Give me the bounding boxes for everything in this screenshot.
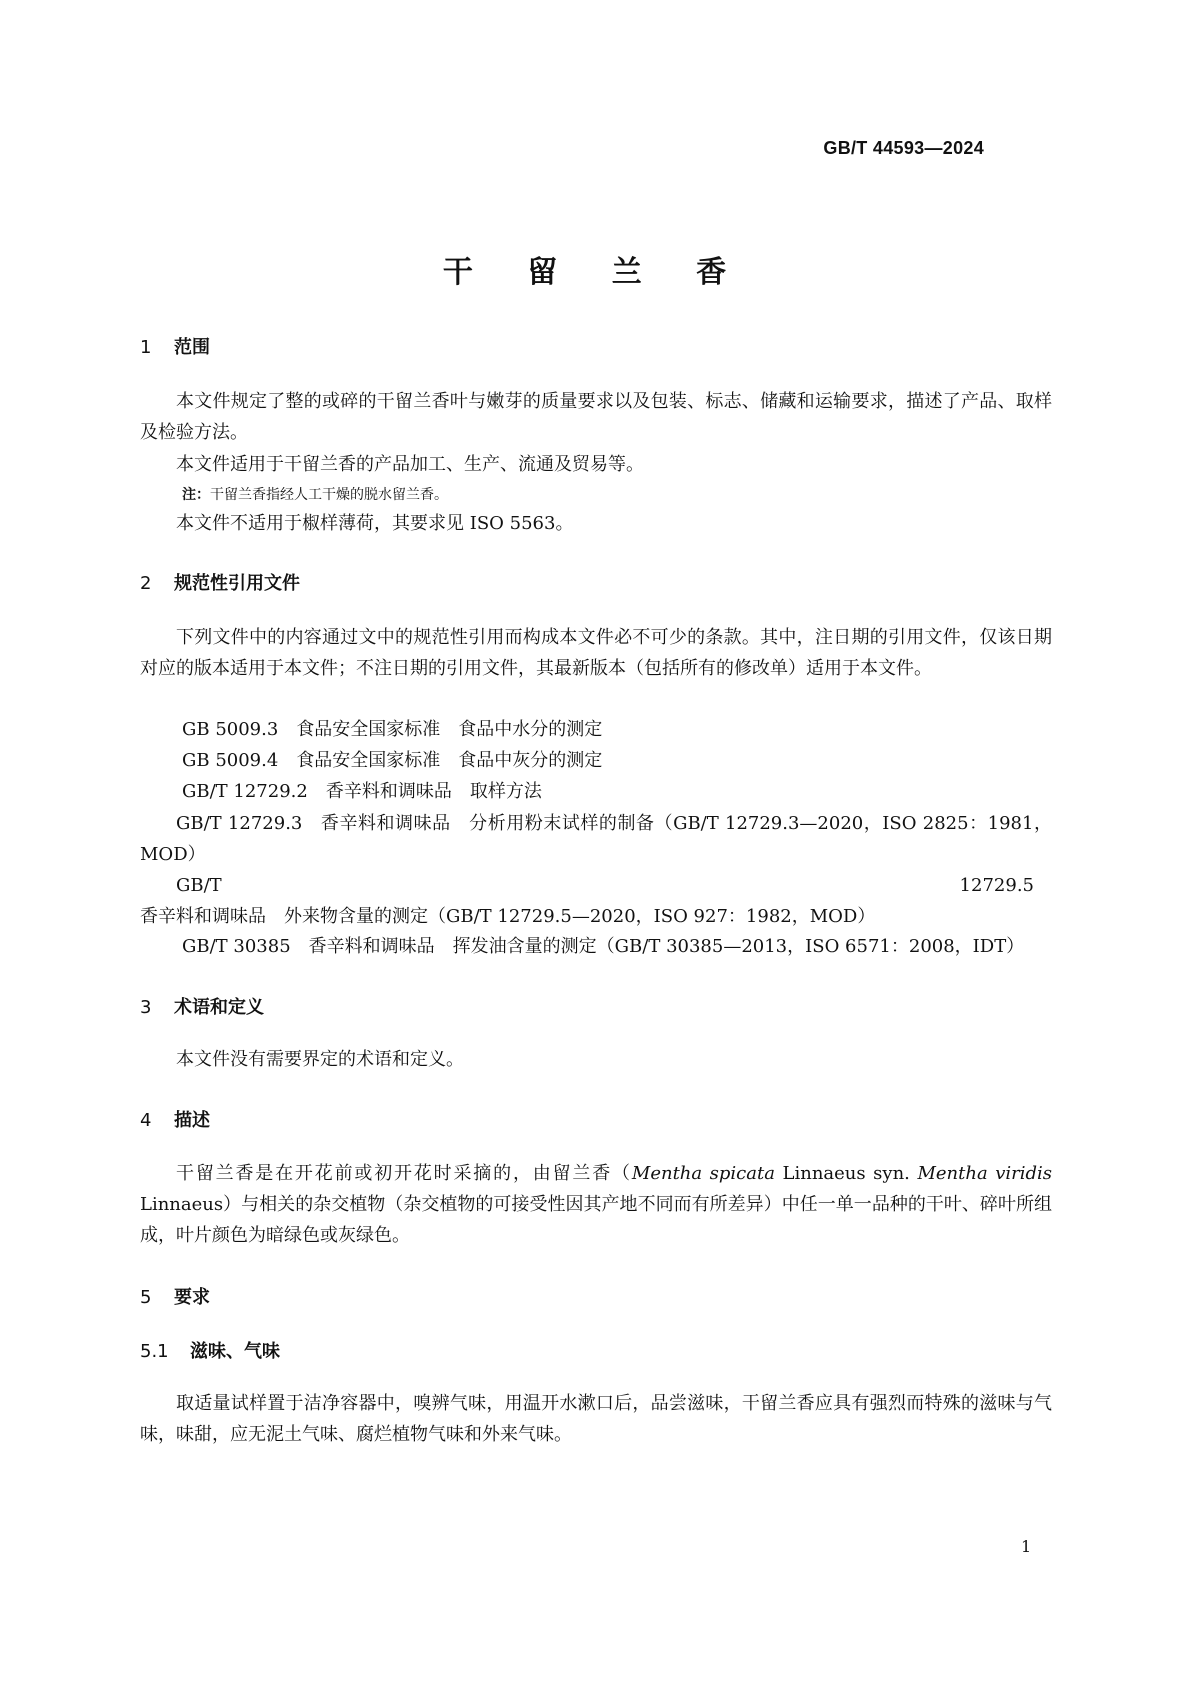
subsection-number: 5.1 [140,1341,169,1362]
scientific-name: Mentha viridis [917,1163,1053,1184]
section-1-heading [140,333,210,359]
section-title: 描述 [174,1110,210,1131]
note-text: 干留兰香指经人工干燥的脱水留兰香。 [210,487,448,503]
section-title: 规范性引用文件 [174,573,300,594]
reference-item [140,808,1052,870]
section-3-heading [140,993,264,1019]
scope-paragraph-1: 本文件规定了整的或碎的干留兰香叶与嫩芽的质量要求以及包装、标志、储藏和运输要求，描述了产品、取样及检验方法。 [140,391,1052,443]
note-label: 注： [182,487,210,503]
normative-refs-intro: 下列文件中的内容通过文中的规范性引用而构成本文件必不可少的条款。其中，注日期的引用文件，仅该日期对应的版本适用于本文件；不注日期的引用文件，其最新版本（包括所有的修改单）适用于本文件。 [140,627,1052,679]
terms-paragraph: 本文件没有需要界定的术语和定义。 [176,1049,464,1070]
section-number: 5 [140,1287,152,1308]
reference-code: GB 5009.3 [182,719,279,740]
section-4-heading [140,1106,210,1132]
description-text: Linnaeus）与相关的杂交植物（杂交植物的可接受性因其产地不同而有所差异）中任一单一品种的干叶、碎叶所组成，叶片颜色为暗绿色或灰绿色。 [140,1194,1052,1246]
reference-item [182,932,1024,958]
reference-title: 食品安全国家标准 食品中水分的测定 [296,719,603,740]
subsection-5-1-heading [140,1337,280,1363]
reference-title: 香辛料和调味品 外来物含量的测定（GB/T 12729.5—2020，ISO 927：1982，MOD） [140,906,876,927]
reference-title: 食品安全国家标准 食品中灰分的测定 [296,750,603,771]
page-number: 1 [1021,1537,1032,1556]
section-title: 要求 [174,1287,210,1308]
description-text: 干留兰香是在开花前或初开花时采摘的，由留兰香（ [176,1163,632,1184]
subsection-title: 滋味、气味 [190,1341,280,1362]
section-number: 3 [140,997,152,1018]
reference-item [182,777,542,803]
section-number: 1 [140,337,152,358]
reference-item [182,746,602,772]
standard-code: GB/T 44593—2024 [823,138,984,158]
reference-item [140,870,1052,932]
section-5-heading [140,1283,210,1309]
description-paragraph [140,1158,1052,1251]
scope-paragraph-2: 本文件适用于干留兰香的产品加工、生产、流通及贸易等。 [176,454,644,475]
document-title: 干 留 兰 香 [442,255,749,290]
reference-title: 香辛料和调味品 分析用粉末试样的制备（GB/T 12729.3—2020，ISO 2825：1981，MOD） [140,813,1052,865]
reference-title: 香辛料和调味品 挥发油含量的测定（GB/T 30385—2013，ISO 6571：2008，IDT） [308,936,1025,957]
taste-odor-paragraph: 取适量试样置于洁净容器中，嗅辨气味，用温开水漱口后，品尝滋味，干留兰香应具有强烈而特殊的滋味与气味，味甜，应无泥土气味、腐烂植物气味和外来气味。 [140,1393,1052,1445]
section-title: 术语和定义 [174,997,264,1018]
reference-code: GB/T 30385 [182,936,291,957]
reference-item [182,715,602,741]
scientific-name: Mentha spicata [631,1163,775,1184]
reference-title: 香辛料和调味品 取样方法 [325,781,542,802]
scope-note [182,484,448,504]
section-number: 4 [140,1110,152,1131]
section-number: 2 [140,573,152,594]
reference-code: GB/T 12729.3 [176,813,303,834]
reference-code: GB/T 12729.5 [176,875,1034,896]
section-2-heading [140,569,300,595]
section-title: 范围 [174,337,210,358]
reference-code: GB 5009.4 [182,750,279,771]
description-text: Linnaeus syn. [774,1163,918,1184]
reference-code: GB/T 12729.2 [182,781,308,802]
scope-paragraph-3: 本文件不适用于椒样薄荷，其要求见 ISO 5563。 [176,513,574,534]
